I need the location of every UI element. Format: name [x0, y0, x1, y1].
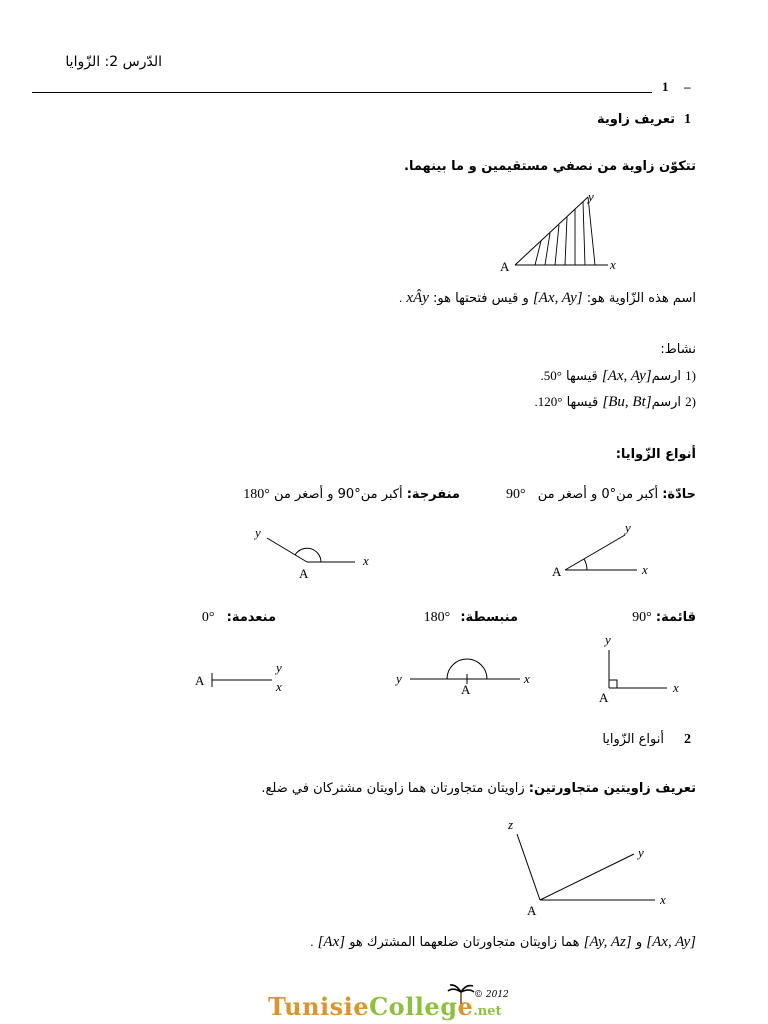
activity-item-2 [534, 394, 696, 411]
activity-item-1-end: . [540, 368, 544, 383]
activity-item-1 [540, 368, 696, 385]
acute-value: 90° [506, 487, 526, 502]
right-angle-definition [632, 610, 696, 626]
svg-text:y: y [625, 520, 631, 535]
palm-tree-icon [446, 982, 476, 1006]
svg-text:y: y [276, 660, 282, 675]
ray-y-label: y [588, 189, 594, 204]
activity-item-2-angle: [Bu, Bt] [602, 394, 652, 410]
straight-label: منبسطة: [460, 610, 518, 625]
zero-angle-definition [202, 610, 276, 626]
example-angle2: [Ay, Az] [583, 934, 632, 950]
adjacent-angles-figure [500, 810, 685, 920]
svg-text:z: z [508, 817, 514, 832]
vertex-label: A [500, 259, 510, 274]
svg-text:A: A [552, 564, 562, 579]
activity-item-2-num: 2) [685, 394, 696, 409]
activity-item-2-verb: ارسم [651, 395, 682, 410]
svg-text:A: A [195, 673, 205, 688]
activity-item-1-angle: [Ax, Ay] [601, 368, 652, 384]
obtuse-text: أكبر من°90 و أصغر من [274, 487, 403, 502]
straight-angle-definition [424, 610, 518, 626]
obtuse-angle-figure [245, 520, 385, 582]
zero-label: منعدمة: [226, 610, 276, 625]
hatching [535, 197, 595, 265]
logo-part2: Colleg [369, 992, 458, 1021]
adjacent-example [310, 934, 696, 951]
right-label: قائمة: [655, 610, 696, 625]
activity-item-1-verb: ارسم [651, 369, 682, 384]
activity-label: نشاط: [660, 342, 696, 357]
logo-suffix: .net [473, 1004, 502, 1019]
straight-angle-figure [390, 652, 545, 697]
right-angle-figure [595, 630, 690, 705]
activity-item-1-num: 1) [685, 368, 696, 383]
obtuse-label: منفرجة: [406, 487, 460, 502]
example-end: . [310, 934, 314, 949]
svg-text:A: A [599, 690, 609, 705]
svg-text:y: y [638, 845, 644, 860]
zero-value: 0° [201, 610, 215, 625]
naming-name: [Ax, Ay] [532, 290, 583, 306]
angle-naming-line [399, 290, 696, 307]
svg-text:x: x [363, 553, 369, 568]
acute-text: أكبر من°0 و أصغر من [537, 487, 659, 502]
acute-angle-figure [545, 518, 660, 582]
angle-definition: تتكوّن زاوية من نصفي مستقيمين و ما بينهما. [404, 159, 696, 174]
section1-number: 1 [684, 112, 691, 127]
straight-value: 180° [423, 610, 451, 625]
activity-item-2-measure-word: قيسها [566, 395, 599, 410]
obtuse-definition [243, 487, 460, 503]
obtuse-value: 180° [243, 487, 270, 502]
ray-x-label: x [610, 257, 616, 272]
naming-measure: xÂy [406, 290, 429, 306]
header-rule [32, 92, 652, 93]
svg-text:y: y [605, 632, 611, 647]
svg-text:A: A [527, 903, 537, 918]
right-value: 90° [632, 610, 652, 625]
zero-angle-figure [190, 655, 300, 700]
svg-text:x: x [642, 562, 648, 577]
naming-end: . [399, 290, 403, 305]
svg-text:x: x [673, 680, 679, 695]
acute-label: حادّة: [662, 487, 696, 502]
adjacent-label: تعريف زاويتين متجاورتين: [528, 781, 696, 796]
activity-item-1-measure-word: قيسها [566, 369, 598, 384]
svg-text:x: x [660, 892, 666, 907]
page-dash: – [684, 79, 691, 94]
example-angle1: [Ax, Ay] [646, 934, 696, 950]
section1-title: تعريف زاوية [597, 112, 675, 127]
svg-text:x: x [524, 671, 530, 686]
ray-y [515, 197, 588, 265]
example-text: هما زاويتان متجاورتان ضلعهما المشترك هو [349, 935, 580, 950]
copyright: © 2012 [474, 990, 509, 1000]
adjacent-definition [261, 781, 696, 796]
naming-middle: و قيس فتحتها هو: [433, 291, 529, 306]
activity-item-2-value: 120° [537, 394, 563, 409]
naming-prefix: اسم هذه الزّاوية هو: [586, 291, 696, 306]
svg-text:y: y [255, 525, 261, 540]
svg-text:A: A [299, 566, 309, 581]
svg-text:A: A [461, 682, 471, 697]
page-number: 1 [662, 79, 669, 94]
svg-text:y: y [396, 671, 402, 686]
example-and: و [635, 935, 643, 950]
acute-definition [506, 487, 696, 503]
example-common: [Ax] [317, 934, 346, 950]
lesson-title: الدّرس 2: الزّوايا [65, 54, 162, 70]
angle-figure [490, 185, 630, 275]
logo-part3: e [457, 992, 474, 1021]
section2-number: 2 [684, 732, 691, 747]
adjacent-text: زاويتان متجاورتان هما زاويتان مشتركان في ضلع. [261, 781, 525, 796]
logo-part1: Tunisie [268, 992, 370, 1021]
svg-text:x: x [276, 679, 282, 694]
activity-item-2-end: . [534, 394, 538, 409]
types-heading: أنواع الزّوايا: [615, 447, 696, 462]
section2-title: أنواع الزّوايا [602, 732, 664, 747]
activity-item-1-value: 50° [543, 368, 562, 383]
